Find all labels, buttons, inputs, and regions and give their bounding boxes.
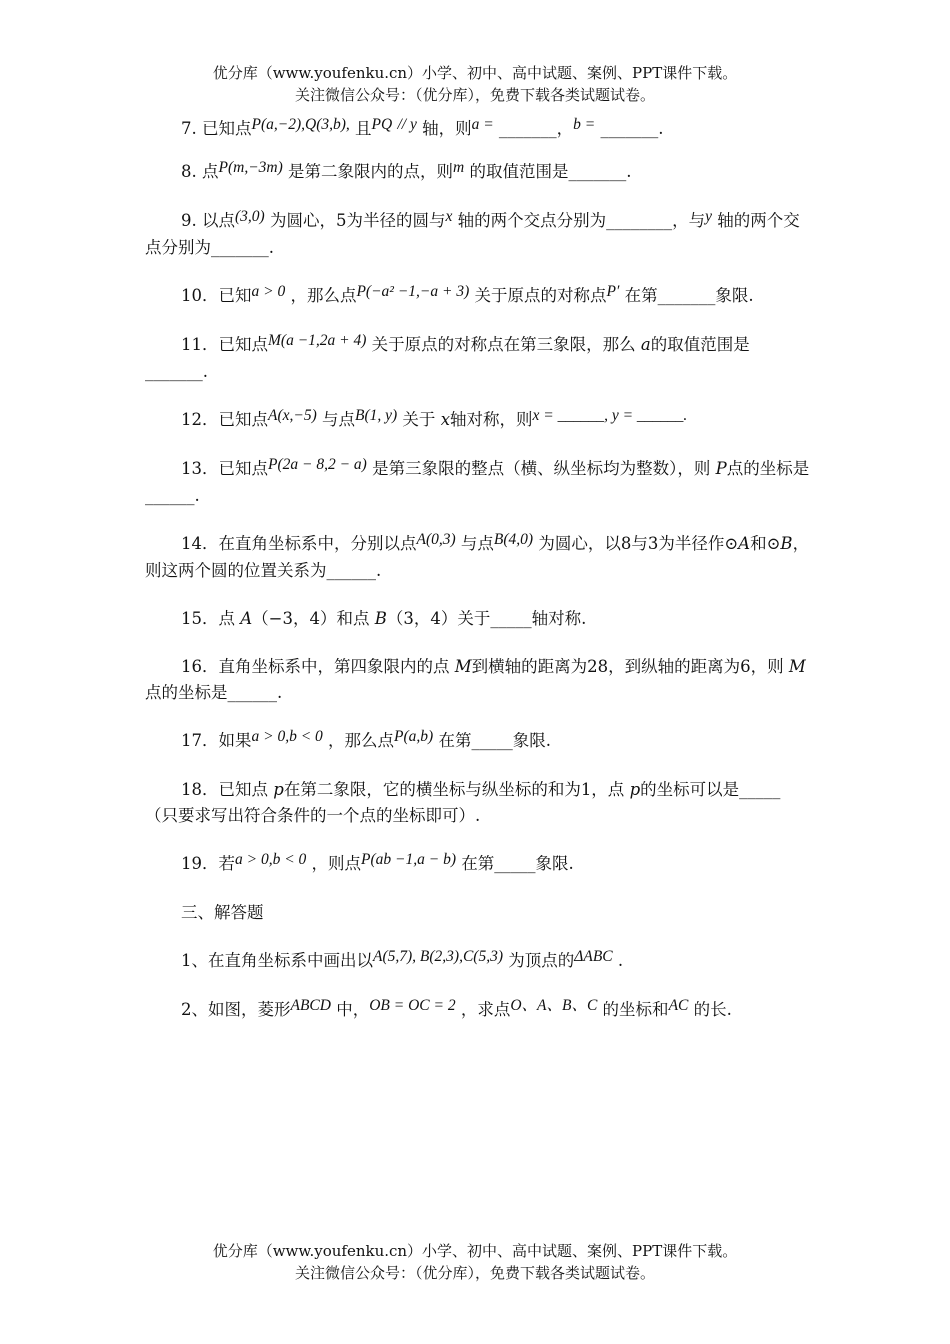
question-17: 17．如果a > 0,b < 0 ，那么点P(a,b) 在第_____象限.	[181, 728, 551, 750]
section-title-3: 三、解答题	[181, 903, 264, 922]
header-line-1: 优分库（www.youfenku.cn）小学、初中、高中试题、案例、PPT课件下载。	[212, 64, 738, 82]
page-header	[0, 62, 950, 106]
question-12: 12．已知点A(x,−5) 与点B(1, y) 关于 x轴对称，则x = ______, y = ______.	[181, 407, 688, 429]
question-19: 19．若a > 0,b < 0 ，则点P(ab −1,a − b) 在第_____象限.	[181, 851, 574, 873]
question-7: 7. 已知点P(a,−2),Q(3,b), 且PQ // y 轴，则a = _______，b = _______.	[181, 116, 664, 138]
footer-line-1: 优分库（www.youfenku.cn）小学、初中、高中试题、案例、PPT课件下载。	[212, 1242, 738, 1260]
page-footer	[0, 1240, 950, 1284]
question-11: 11．已知点M(a −1,2a + 4) 关于原点的对称点在第三象限，那么 a的取值范围是_______.	[145, 332, 750, 381]
solve-question-2: 2、如图，菱形ABCD 中，OB = OC = 2 ，求点O、A、B、C 的坐标和AC 的长.	[181, 997, 732, 1019]
worksheet-content	[145, 116, 810, 1046]
question-18: 18．已知点 p在第二象限，它的横坐标与纵坐标的和为1，点 p的坐标可以是_____（只要求写出符合条件的一个点的坐标即可）.	[145, 780, 781, 825]
question-9: 9. 以点(3,0) 为圆心，5为半径的圆与x 轴的两个交点分别为________，与y 轴的两个交点分别为_______.	[145, 208, 800, 257]
question-14: 14．在直角坐标系中，分别以点A(0,3) 与点B(4,0) 为圆心，以8与3为半径作⊙A和⊙B，则这两个圆的位置关系为______.	[145, 531, 810, 580]
header-line-2: 关注微信公众号：（优分库），免费下载各类试题试卷。	[294, 86, 655, 104]
question-8: 8. 点P(m,−3m) 是第二象限内的点，则m 的取值范围是_______.	[181, 159, 632, 181]
question-16: 16．直角坐标系中，第四象限内的点 M到横轴的距离为28，到纵轴的距离为6，则 M点的坐标是______.	[145, 657, 806, 702]
question-13: 13．已知点P(2a − 8,2 − a) 是第三象限的整点（横、纵坐标均为整数），则 P点的坐标是______.	[145, 456, 810, 505]
footer-line-2: 关注微信公众号：（优分库），免费下载各类试题试卷。	[294, 1264, 655, 1282]
question-15: 15．点 A（−3，4）和点 B（3，4）关于_____轴对称.	[181, 609, 587, 628]
question-10: 10．已知a > 0 ，那么点P(−a² −1,−a + 3) 关于原点的对称点P′ 在第_______象限.	[181, 283, 754, 305]
solve-question-1: 1、在直角坐标系中画出以A(5,7), B(2,3),C(5,3) 为顶点的ΔABC .	[181, 948, 624, 970]
